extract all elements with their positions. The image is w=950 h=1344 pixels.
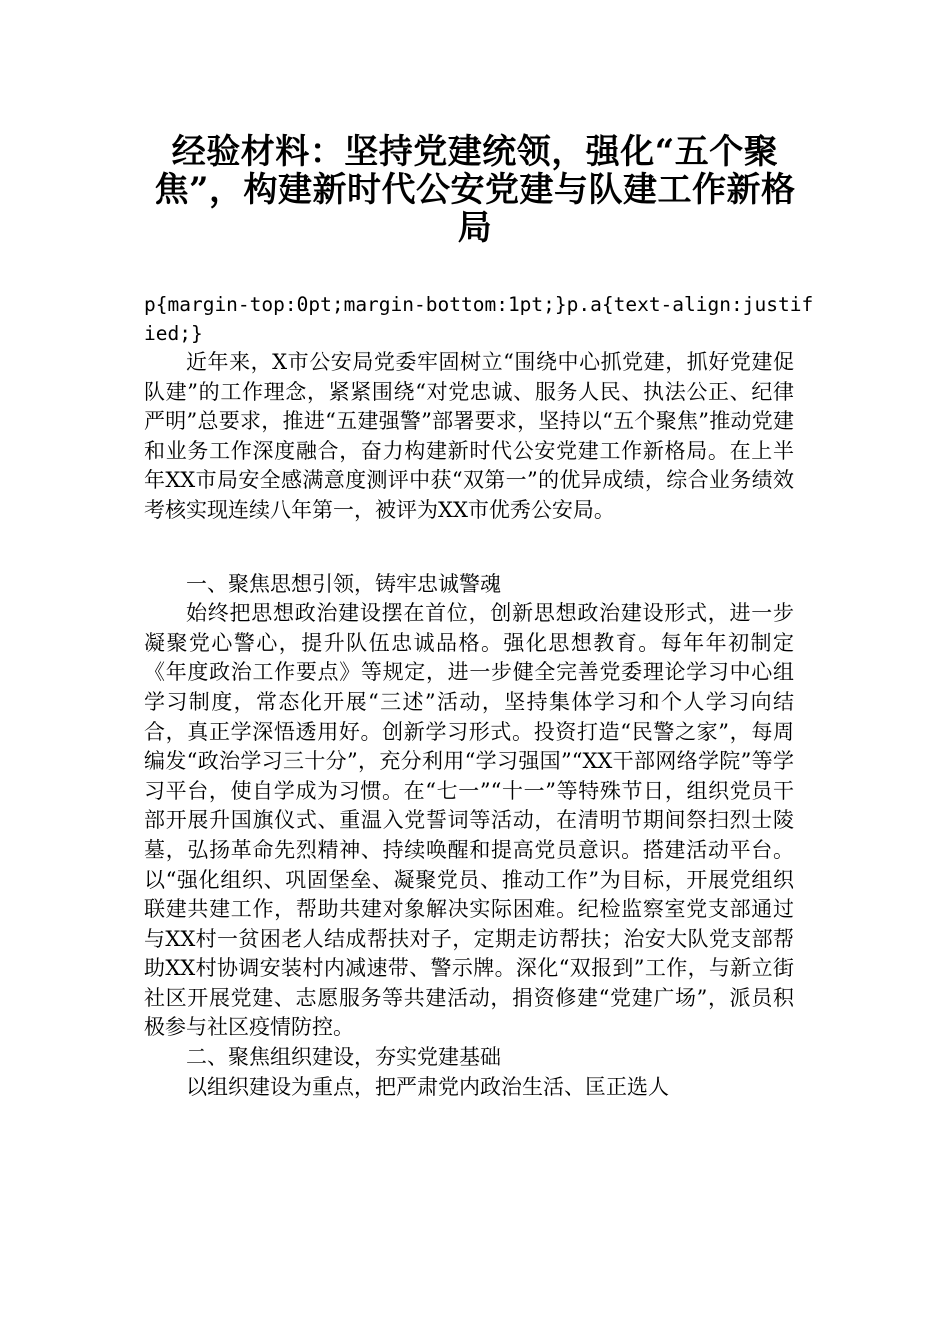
paragraph-spacer — [144, 526, 794, 570]
section-1-paragraph: 始终把思想政治建设摆在首位，创新思想政治建设形式，进一步凝聚党心警心，提升队伍忠诚品格。强化思想教育。每年年初制定《年度政治工作要点》等规定，进一步健全完善党委理论学习中心组学习制度，常态化开展“三述”活动，坚持集体学习和个人学习向结合，真正学深悟透用好。创新学习形式。投资打造“民警之家”，每周编发“政治学习三十分”，充分利用“学习强国”“XX干部网络学院”等学习平台，使自学成为习惯。在“七一”“十一”等特殊节日，组织党员干部开展升国旗仪式、重温入党誓词等活动，在清明节期间祭扫烈士陵墓，弘扬革命先烈精神、持续唤醒和提高党员意识。搭建活动平台。以“强化组织、巩固堡垒、凝聚党员、推动工作”为目标，开展党组织联建共建工作，帮助共建对象解决实际困难。纪检监察室党支部通过与XX村一贫困老人结成帮扶对子，定期走访帮扶；治安大队党支部帮助XX村协调安装村内减速带、警示牌。深化“双报到”工作，与新立街社区开展党建、志愿服务等共建活动，捐资修建“党建广场”，派员积极参与社区疫情防控。 — [144, 601, 794, 1040]
document-body — [144, 348, 794, 1102]
document-title: 经验材料：坚持党建统领，强化“五个聚焦”，构建新时代公安党建与队建工作新格局 — [154, 132, 796, 248]
section-heading-2: 二、聚焦组织建设，夯实党建基础 — [186, 1045, 501, 1070]
section-2-paragraph: 以组织建设为重点，把严肃党内政治生活、匡正选人 — [186, 1074, 669, 1099]
css-code-text: p{margin-top:0pt;margin-bottom:1pt;}p.a{text-align:justified;} — [144, 293, 814, 345]
section-heading-1: 一、聚焦思想引领，铸牢忠诚警魂 — [186, 571, 501, 596]
intro-paragraph: 近年来，X市公安局党委牢固树立“围绕中心抓党建，抓好党建促队建”的工作理念，紧紧围绕“对党忠诚、服务人民、执法公正、纪律严明”总要求，推进“五建强警”部署要求，坚持以“五个聚焦”推动党建和业务工作深度融合，奋力构建新时代公安党建工作新格局。在上半年XX市局安全感满意度测评中获“双第一”的优异成绩，综合业务绩效考核实现连续八年第一，被评为XX市优秀公安局。 — [144, 350, 794, 522]
